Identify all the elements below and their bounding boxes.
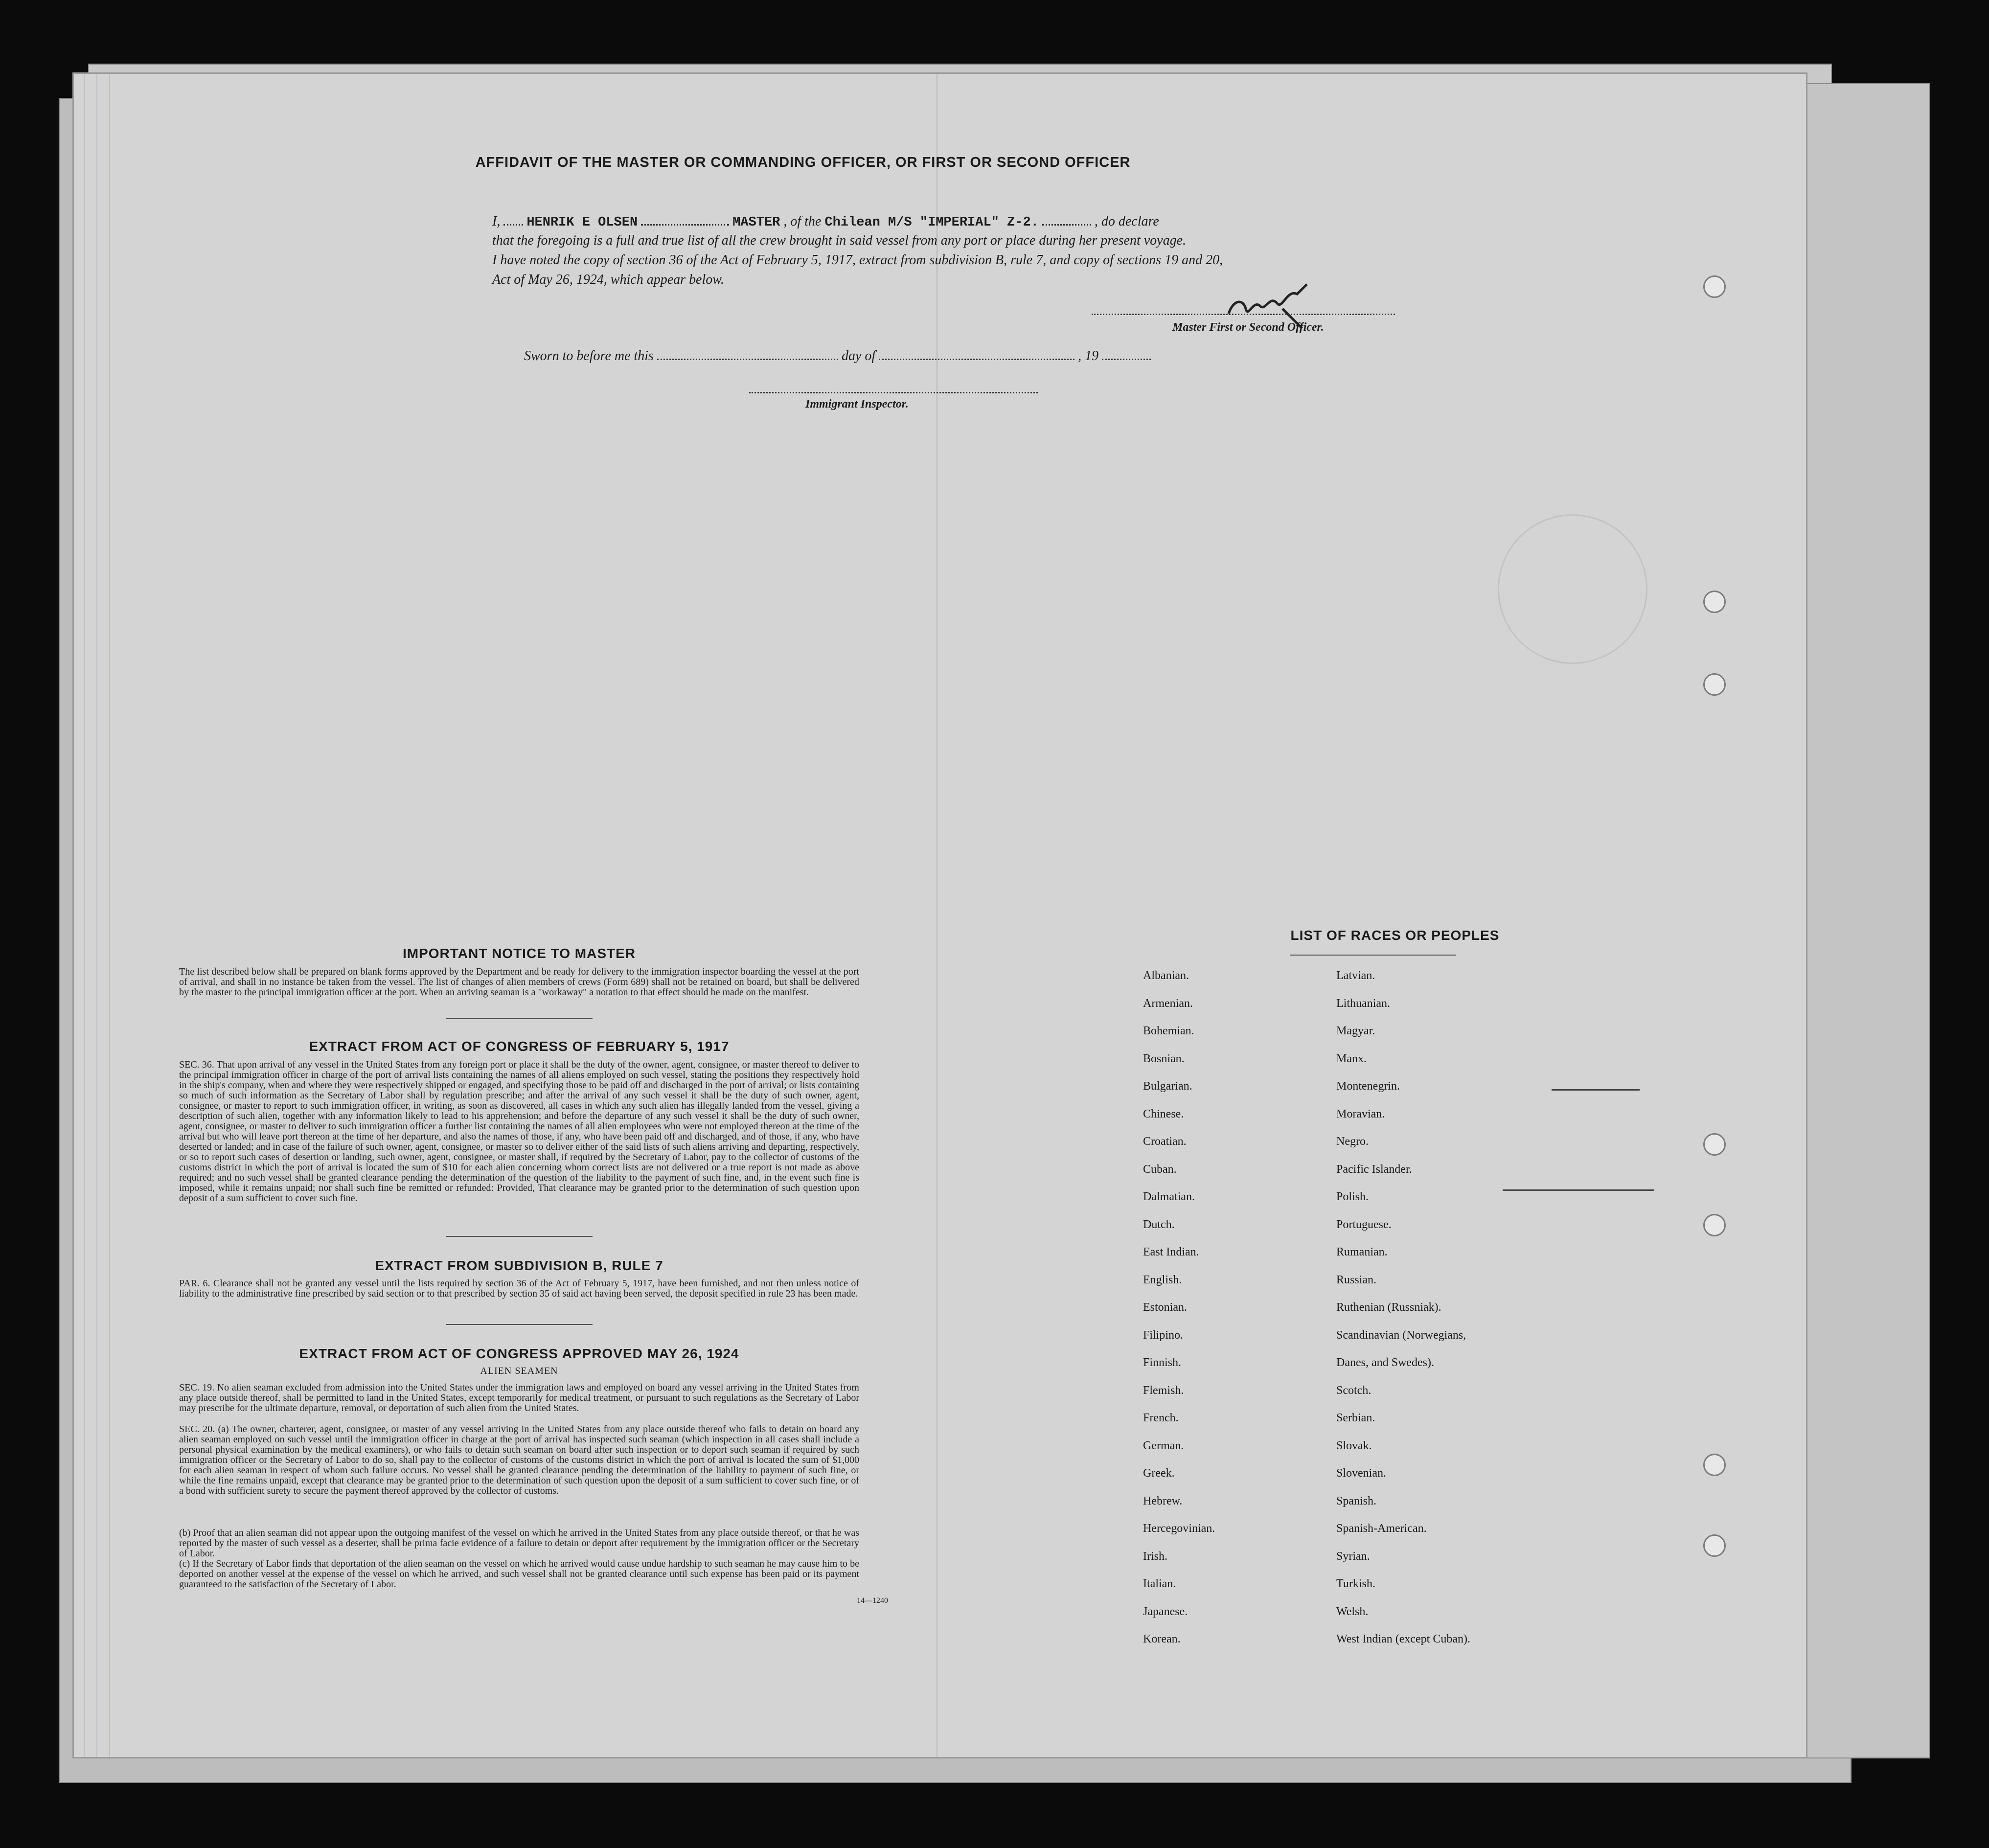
race-item: Slovak. (1336, 1439, 1372, 1452)
divider (446, 1324, 593, 1325)
extract-1924-subtitle: ALIEN SEAMEN (480, 1366, 558, 1376)
binder-hole (1703, 591, 1726, 613)
race-item: Hebrew. (1143, 1494, 1183, 1507)
race-item: English. (1143, 1273, 1182, 1286)
bleed-through-seal (1498, 514, 1647, 664)
affidavit-line-1 (492, 213, 1159, 230)
race-item: Scandinavian (Norwegians, Danes, and Swedes). (1336, 1328, 1466, 1369)
race-item: Filipino. (1143, 1328, 1184, 1342)
race-item: Bohemian. (1143, 1025, 1194, 1037)
extract-1924-title: EXTRACT FROM ACT OF CONGRESS APPROVED MAY 26, 1924 (299, 1346, 739, 1361)
of-the-label: , of the (783, 214, 822, 229)
master-name: HENRIK E OLSEN (526, 215, 638, 230)
race-item: Slovenian. (1336, 1467, 1386, 1480)
race-item: Turkish. (1336, 1577, 1375, 1590)
races-left-column (1143, 962, 1349, 1653)
race-item: Negro. (1336, 1135, 1369, 1148)
divider (446, 1018, 593, 1019)
sec-20a-body: SEC. 20. (a) The owner, charterer, agent, consignee, or master of any vessel arriving in the United States from any place outside thereof who fails to detain on board any alien seaman employed on such vessel until the immigration officer in charge at the port of arrival has inspected such seaman (which inspection in all cases shall include a personal physical examination by the medical examiners), or who fails to detain such seaman on board after such inspection or to deport such seaman if required by such immigration officer or the Secretary of Labor to do so, shall pay to the collector of customs of the customs district in which the port of arrival is located the sum of $1,000 for each alien seaman in respect of whom such failure occurs. No vessel shall be granted clearance pending the determination of the liability to payment of such fine, or while the fine remains unpaid, except that clearance may be granted prior to the determination of such question upon the deposit of a sum sufficient to cover such fine, or of a bond with sufficient surety to secure the payment thereof approved by the collector of customs. (179, 1424, 859, 1496)
race-item: Syrian. (1336, 1550, 1370, 1563)
race-item: Moravian. (1336, 1107, 1385, 1120)
sec-20b-body: (b) Proof that an alien seaman did not appear upon the outgoing manifest of the vessel on which he arrived in the United States from any place outside thereof, or that he was reported by the master of such vessel as a deserter, shall be prima facie evidence of a failure to detain or deport after requirement by the immigration officer or the Secretary of Labor. (179, 1528, 859, 1559)
race-item: Cuban. (1143, 1163, 1177, 1176)
subdivision-b-body: PAR. 6. Clearance shall not be granted any vessel until the lists required by section 36 of the Act of February 5, 1917, have been furnished, and not then unless notice of liability to the administrative fine prescribed by said section or to that prescribed by section 35 of said act having been served, the deposit specified in rule 23 has been made. (179, 1278, 859, 1299)
race-item: Korean. (1143, 1633, 1181, 1645)
race-item: Lithuanian. (1336, 997, 1390, 1010)
race-item: Manx. (1336, 1052, 1367, 1065)
race-item: Bosnian. (1143, 1052, 1185, 1065)
race-item: Chinese. (1143, 1107, 1184, 1120)
affidavit-line-3: I have noted the copy of section 36 of the Act of February 5, 1917, extract from subdivision B, rule 7, and copy of sections 19 and 20, (492, 252, 1223, 268)
sworn-year-label: , 19 (1078, 348, 1099, 364)
notice-body: The list described below shall be prepared on blank forms approved by the Department and be ready for delivery to the immigration inspector boarding the vessel at the port of arrival, and shall in no instance be taken from the vessel. The list of changes of alien members of crews (Form 689) shall not be retained on board, but shall be delivered by the master to the principal immigration officer at the port. When an arriving seaman is a "workaway" a notation to that effect should be made on the manifest. (179, 966, 859, 998)
pen-mark (1552, 1089, 1640, 1091)
fold-crease (936, 74, 938, 1757)
race-item: Latvian. (1336, 969, 1375, 982)
extract-1917-title: EXTRACT FROM ACT OF CONGRESS OF FEBRUARY 5, 1917 (309, 1039, 730, 1054)
race-item: Hercegovinian. (1143, 1522, 1215, 1535)
race-item: Flemish. (1143, 1384, 1184, 1397)
race-item: Magyar. (1336, 1025, 1375, 1037)
race-item: Ruthenian (Russniak). (1336, 1301, 1441, 1314)
vessel-blank (1042, 213, 1091, 226)
race-item: Croatian. (1143, 1135, 1187, 1148)
inspector-line (749, 392, 1038, 393)
binder-hole (1703, 1534, 1726, 1557)
binder-hole (1703, 1133, 1726, 1156)
notice-title: IMPORTANT NOTICE TO MASTER (402, 946, 636, 961)
sworn-blank (1102, 348, 1151, 360)
binder-hole (1703, 673, 1726, 696)
race-item: East Indian. (1143, 1246, 1199, 1258)
races-title: LIST OF RACES OR PEOPLES (1290, 928, 1500, 943)
extract-1917-body: SEC. 36. That upon arrival of any vessel in the United States from any foreign port or place it shall be the duty of the owner, agent, consignee, or master thereof to deliver to the principal immigration officer in charge of the port of arrival lists containing the names of all aliens employed on such vessel, stating the positions they respectively hold in the ship's company, when and where they were respectively shipped or engaged, and specifying those to be paid off and discharged in the port of arrival; or lists containing so much of such information as the Secretary of Labor shall by regulation prescribe; and after the arrival of any such vessel it shall be the duty of such owner, agent, consignee, or master to report to such immigration officer, in writing, as soon as discovered, all cases in which any such alien has illegally landed from the vessel, giving a description of such alien, together with any information likely to lead to his apprehension; and before the departure of any such vessel it shall be the duty of such owner, agent, consignee, or master to deliver to such immigration officer a further list containing the names of all alien employees who were not employed thereon at the time of the arrival but who will leave port thereon at the time of her departure, and also the names of those, if any, who have been paid off and discharged, and of those, if any, who have deserted or landed; and in case of the failure of such owner, agent, consignee, or master so to deliver either of the said lists of such aliens arriving and departing, respectively, or so to report such cases of desertion or landing, such owner, agent, consignee, or master shall, if required by the Secretary of Labor, pay to the collector of customs of the customs district in which the port of arrival is located the sum of $10 for each alien concerning whom correct lists are not delivered or a true report is not made as above required; and no such vessel shall be granted clearance pending the determination of the question of the liability to the payment of such fine, and, in the event such fine is imposed, while it remains unpaid; nor shall such fine be remitted or refunded: Provided, That clearance may be granted prior to the determination of such question upon deposit of a sum sufficient to cover such fine. (179, 1059, 859, 1204)
race-item: Bulgarian. (1143, 1080, 1192, 1093)
sworn-line (524, 348, 1151, 364)
races-right-column (1336, 962, 1640, 1653)
race-item: Dutch. (1143, 1218, 1175, 1231)
binder-hole (1703, 1454, 1726, 1476)
race-item: Montenegrin. (1336, 1080, 1400, 1093)
pronoun: I, (492, 214, 501, 229)
race-item: Serbian. (1336, 1412, 1375, 1424)
sworn-blank (657, 348, 838, 360)
race-item: Albanian. (1143, 969, 1189, 982)
race-item: Japanese. (1143, 1605, 1188, 1618)
race-item: Polish. (1336, 1190, 1369, 1203)
name-blank (503, 213, 523, 226)
race-item: Finnish. (1143, 1356, 1182, 1369)
declare-label: , do declare (1094, 214, 1159, 229)
binder-hole (1703, 1214, 1726, 1236)
affidavit-line-4: Act of May 26, 1924, which appear below. (492, 272, 724, 287)
race-item: Armenian. (1143, 997, 1193, 1010)
race-item: Scotch. (1336, 1384, 1372, 1397)
pen-mark (1503, 1189, 1654, 1191)
race-item: West Indian (except Cuban). (1336, 1633, 1470, 1645)
race-item: Portuguese. (1336, 1218, 1392, 1231)
sworn-blank (879, 348, 1075, 360)
signer-caption: Master First or Second Officer. (1172, 321, 1324, 334)
form-sheet (72, 72, 1807, 1758)
affidavit-title: AFFIDAVIT OF THE MASTER OR COMMANDING OFFICER, OR FIRST OR SECOND OFFICER (475, 155, 1131, 170)
race-item: Spanish-American. (1336, 1522, 1427, 1535)
signature-line (1092, 314, 1395, 315)
race-item: Welsh. (1336, 1605, 1369, 1618)
sworn-label: Sworn to before me this (524, 348, 654, 364)
race-item: Irish. (1143, 1550, 1167, 1563)
race-item: Rumanian. (1336, 1246, 1388, 1258)
sec-19-body: SEC. 19. No alien seaman excluded from admission into the United States under the immigration laws and employed on board any vessel arriving in the United States from any place outside thereof, shall be permitted to land in the United States, except temporarily for medical treatment, or pursuant to such regulations as the Secretary of Labor may prescribe for the ultimate departure, removal, or deportation of such alien from the United States. (179, 1382, 859, 1414)
race-item: Russian. (1336, 1273, 1377, 1286)
grid-line (109, 74, 110, 1757)
race-item: French. (1143, 1412, 1179, 1424)
name-blank (641, 213, 729, 226)
master-rank: MASTER (732, 215, 780, 230)
divider (1290, 955, 1456, 956)
race-item: Spanish. (1336, 1494, 1377, 1507)
grid-line (96, 74, 97, 1757)
race-item: Dalmatian. (1143, 1190, 1195, 1203)
binder-hole (1703, 275, 1726, 298)
race-item: Greek. (1143, 1467, 1175, 1480)
inspector-caption: Immigrant Inspector. (805, 398, 909, 411)
affidavit-line-2: that the foregoing is a full and true list of all the crew brought in said vessel from any port or place during her present voyage. (492, 233, 1187, 248)
sworn-day-label: day of (841, 348, 876, 364)
sec-20c-body: (c) If the Secretary of Labor finds that deportation of the alien seaman on the vessel on which he arrived would cause undue hardship to such seaman he may cause him to be deported on another vessel at the expense of the vessel on which he arrived, and such vessel shall not be granted clearance until such expense has been paid or its payment guaranteed to the satisfaction of the Secretary of Labor. (179, 1558, 859, 1590)
race-item: Italian. (1143, 1577, 1176, 1590)
race-item: German. (1143, 1439, 1184, 1452)
race-item: Pacific Islander. (1336, 1163, 1412, 1176)
divider (446, 1236, 593, 1237)
grid-line (84, 74, 85, 1757)
subdivision-b-title: EXTRACT FROM SUBDIVISION B, RULE 7 (375, 1258, 663, 1273)
form-number: 14—1240 (857, 1597, 888, 1605)
vessel-name: Chilean M/S "IMPERIAL" Z-2. (824, 215, 1039, 230)
race-item: Estonian. (1143, 1301, 1187, 1314)
